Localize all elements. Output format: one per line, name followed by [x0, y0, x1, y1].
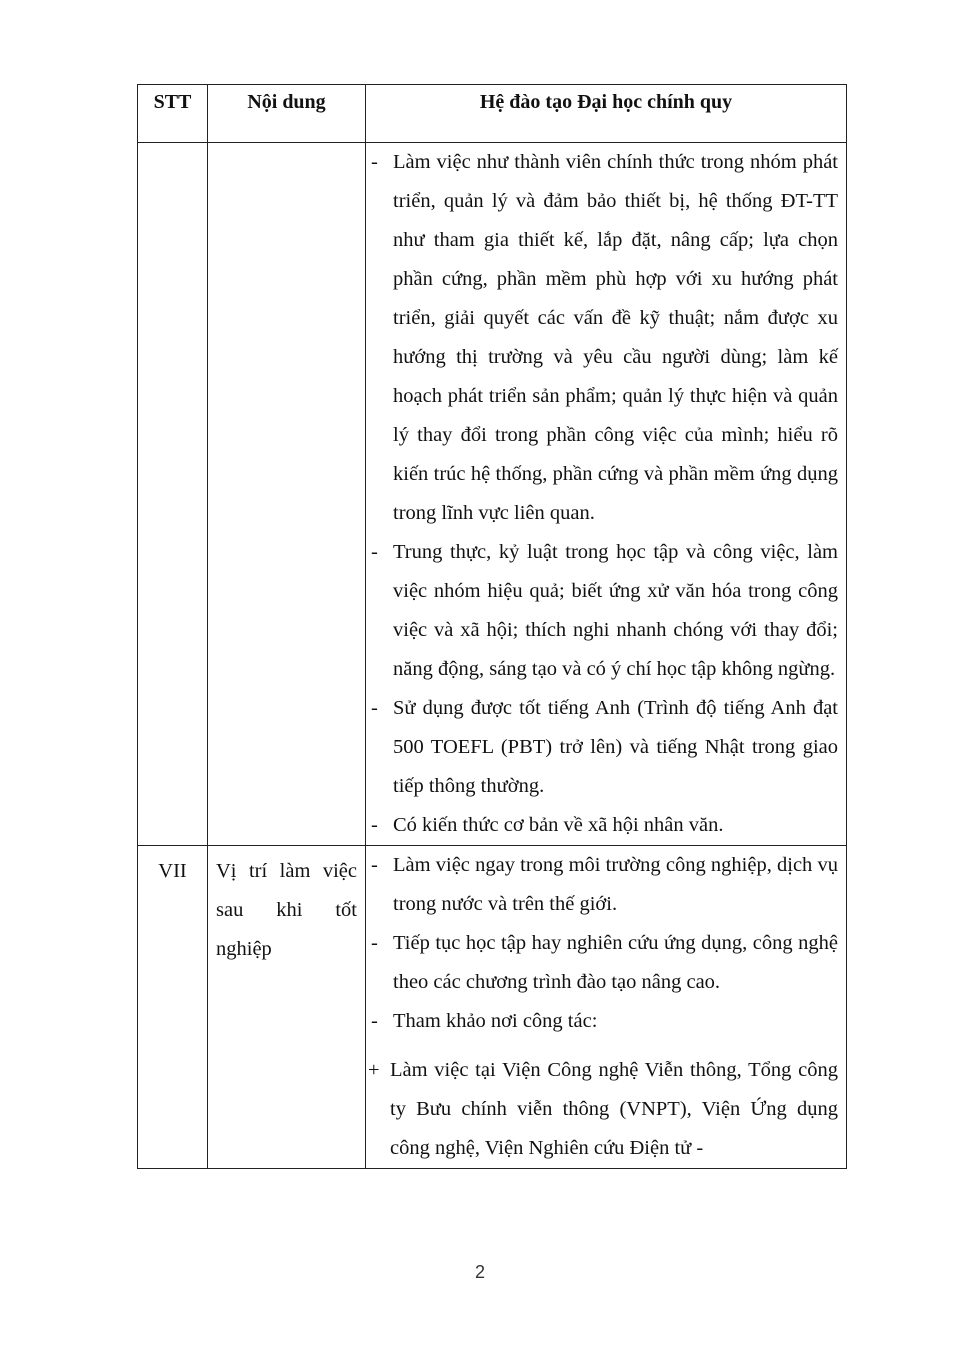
noi-dung-line: nghiệp — [216, 938, 272, 960]
list-item-text: Tham khảo nơi công tác: — [393, 1010, 598, 1032]
header-stt: STT — [138, 85, 208, 143]
list — [366, 846, 846, 1168]
list-item-text: Làm việc như thành viên chính thức trong nhóm phát triển, quản lý và đảm bảo thiết bị, hệ thống ĐT-TT như tham gia thiết kế, lắp đặt, nâng cấp; lựa chọn phần cứng, phần mềm phù hợp với xu hướng phát triển, giải quyết các vấn đề kỹ thuật; nắm được xu hướng thị trường và yêu cầu người dùng; làm kế hoạch phát triển sản phẩm; quản lý thực hiện và quản lý thay đổi trong phần công việc của mình; hiểu rõ kiến trúc hệ thống, phần cứng và phần mềm ứng dụng trong lĩnh vực liên quan. — [393, 151, 838, 524]
plus-marker: + — [368, 1059, 380, 1081]
list-item-text: Làm việc ngay trong môi trường công nghiệp, dịch vụ trong nước và trên thế giới. — [393, 854, 838, 915]
bullet-marker: - — [371, 854, 378, 876]
cell-stt: VII — [138, 846, 208, 1169]
cell-content — [366, 846, 847, 1169]
list-item — [368, 143, 838, 533]
list-item — [368, 806, 838, 845]
noi-dung-line: Vị trí làm việc — [216, 860, 357, 882]
list-item-text: Trung thực, kỷ luật trong học tập và công việc, làm việc nhóm hiệu quả; biết ứng xử văn hóa trong công việc và xã hội; thích nghi nhanh chóng với thay đổi; năng động, sáng tạo và có ý chí học tập không ngừng. — [393, 541, 838, 680]
list-item — [368, 689, 838, 806]
bullet-marker: - — [371, 541, 378, 563]
bullet-marker: - — [371, 932, 378, 954]
content-table — [137, 84, 847, 1169]
cell-noi-dung — [208, 846, 366, 1169]
header-noi-dung: Nội dung — [208, 85, 366, 143]
list-item-text: Có kiến thức cơ bản về xã hội nhân văn. — [393, 814, 724, 836]
bullet-marker: - — [371, 151, 378, 173]
table-row-vii — [138, 846, 847, 1169]
header-he-dao-tao: Hệ đào tạo Đại học chính quy — [366, 85, 847, 143]
cell-stt — [138, 143, 208, 846]
bullet-marker: - — [371, 697, 378, 719]
list-item — [368, 924, 838, 1002]
page-number: 2 — [474, 1262, 485, 1282]
list-item — [368, 533, 838, 689]
list-item-text: Tiếp tục học tập hay nghiên cứu ứng dụng, công nghệ theo các chương trình đào tạo nâng cao. — [393, 932, 838, 993]
list-item-text: Sử dụng được tốt tiếng Anh (Trình độ tiếng Anh đạt 500 TOEFL (PBT) trở lên) và tiếng Nhật trong giao tiếp thông thường. — [393, 697, 838, 797]
bullet-marker: - — [371, 1010, 378, 1032]
cell-noi-dung — [208, 143, 366, 846]
bullet-marker: - — [371, 814, 378, 836]
list — [366, 143, 846, 845]
list-item — [368, 1051, 838, 1168]
list-item-text: Làm việc tại Viện Công nghệ Viễn thông, Tổng công ty Bưu chính viễn thông (VNPT), Viện Ứng dụng công nghệ, Viện Nghiên cứu Điện tử - — [390, 1059, 838, 1159]
table-header-row — [138, 85, 847, 143]
table-row-continued — [138, 143, 847, 846]
list-item — [368, 1002, 838, 1041]
noi-dung-line: sau khi tốt — [216, 899, 357, 921]
cell-content — [366, 143, 847, 846]
list-item — [368, 846, 838, 924]
